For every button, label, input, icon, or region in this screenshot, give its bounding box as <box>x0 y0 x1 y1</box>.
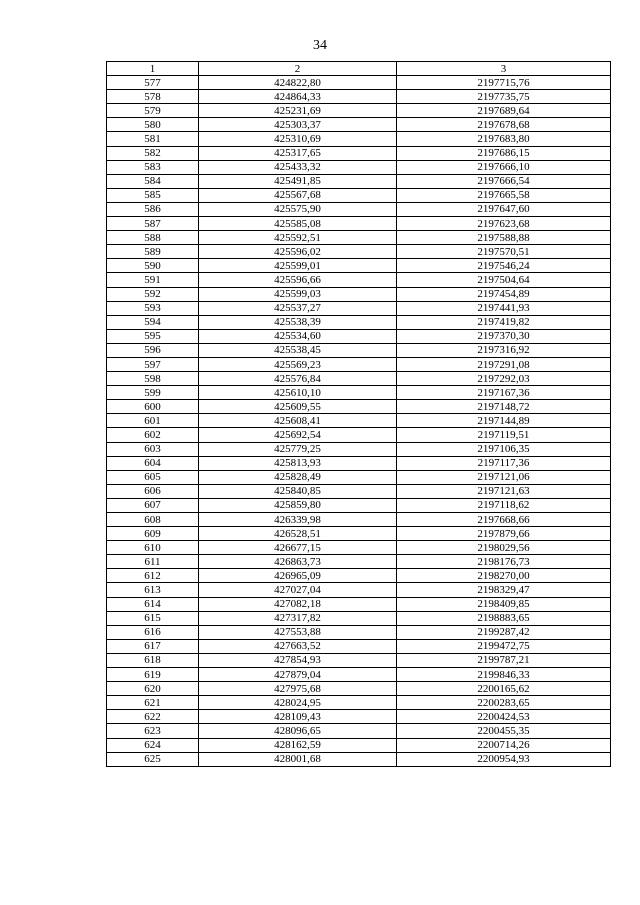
table-cell: 2197121,63 <box>397 484 611 498</box>
table-cell: 425599,01 <box>199 259 397 273</box>
table-cell: 428001,68 <box>199 752 397 766</box>
table-row <box>107 597 611 611</box>
table-cell: 426965,09 <box>199 569 397 583</box>
table-cell: 608 <box>107 513 199 527</box>
table-row <box>107 287 611 301</box>
table-cell: 582 <box>107 146 199 160</box>
table-cell: 2197678,68 <box>397 118 611 132</box>
table-row <box>107 259 611 273</box>
table-cell: 591 <box>107 273 199 287</box>
table-cell: 425692,54 <box>199 428 397 442</box>
table-cell: 2197504,64 <box>397 273 611 287</box>
table-row <box>107 90 611 104</box>
table-cell: 584 <box>107 174 199 188</box>
table-header <box>107 62 611 76</box>
table-cell: 612 <box>107 569 199 583</box>
table-cell: 2197665,58 <box>397 188 611 202</box>
table-row <box>107 386 611 400</box>
table-cell: 583 <box>107 160 199 174</box>
table-cell: 578 <box>107 90 199 104</box>
table-row <box>107 343 611 357</box>
table-cell: 426528,51 <box>199 527 397 541</box>
table-cell: 588 <box>107 231 199 245</box>
table-cell: 596 <box>107 343 199 357</box>
table-cell: 2198176,73 <box>397 555 611 569</box>
table-cell: 2198409,85 <box>397 597 611 611</box>
table-row <box>107 710 611 724</box>
table-cell: 428109,43 <box>199 710 397 724</box>
table-cell: 2200455,35 <box>397 724 611 738</box>
table-cell: 427027,04 <box>199 583 397 597</box>
table-cell: 611 <box>107 555 199 569</box>
table-cell: 577 <box>107 76 199 90</box>
table-row <box>107 513 611 527</box>
table-cell: 2200954,93 <box>397 752 611 766</box>
table-cell: 2197647,60 <box>397 202 611 216</box>
table-row <box>107 541 611 555</box>
table-cell: 603 <box>107 442 199 456</box>
table-cell: 580 <box>107 118 199 132</box>
table-cell: 579 <box>107 104 199 118</box>
table-cell: 425859,80 <box>199 498 397 512</box>
table-row <box>107 456 611 470</box>
table-row <box>107 414 611 428</box>
table-cell: 425231,69 <box>199 104 397 118</box>
table-row <box>107 484 611 498</box>
table-cell: 425596,66 <box>199 273 397 287</box>
table-row <box>107 217 611 231</box>
table-row <box>107 301 611 315</box>
table-cell: 585 <box>107 188 199 202</box>
table-cell: 425779,25 <box>199 442 397 456</box>
table-cell: 618 <box>107 653 199 667</box>
table-cell: 619 <box>107 668 199 682</box>
table-row <box>107 188 611 202</box>
table-cell: 622 <box>107 710 199 724</box>
table-cell: 2197735,75 <box>397 90 611 104</box>
table-cell: 425599,03 <box>199 287 397 301</box>
table-cell: 427975,68 <box>199 682 397 696</box>
table-cell: 2197623,68 <box>397 217 611 231</box>
table-cell: 2200283,65 <box>397 696 611 710</box>
table-cell: 426339,98 <box>199 513 397 527</box>
table-cell: 425538,45 <box>199 343 397 357</box>
table-row <box>107 639 611 653</box>
table-cell: 425534,60 <box>199 329 397 343</box>
table-row <box>107 668 611 682</box>
table-cell: 2197686,15 <box>397 146 611 160</box>
table-row <box>107 752 611 766</box>
table-cell: 2200424,53 <box>397 710 611 724</box>
table-cell: 425491,85 <box>199 174 397 188</box>
table-cell: 623 <box>107 724 199 738</box>
table-cell: 2197689,64 <box>397 104 611 118</box>
table-cell: 425828,49 <box>199 470 397 484</box>
table-cell: 605 <box>107 470 199 484</box>
table-row <box>107 653 611 667</box>
table-cell: 427317,82 <box>199 611 397 625</box>
table-cell: 615 <box>107 611 199 625</box>
table-cell: 2197121,06 <box>397 470 611 484</box>
table-cell: 2199472,75 <box>397 639 611 653</box>
table-cell: 2197570,51 <box>397 245 611 259</box>
table-cell: 2197715,76 <box>397 76 611 90</box>
table-row <box>107 245 611 259</box>
table-cell: 427663,52 <box>199 639 397 653</box>
table-cell: 425596,02 <box>199 245 397 259</box>
table-cell: 621 <box>107 696 199 710</box>
table-cell: 2200714,26 <box>397 738 611 752</box>
table-cell: 2197879,66 <box>397 527 611 541</box>
table-cell: 2197316,92 <box>397 343 611 357</box>
table-cell: 2197118,62 <box>397 498 611 512</box>
table-cell: 425303,37 <box>199 118 397 132</box>
table-cell: 593 <box>107 301 199 315</box>
table-cell: 425576,84 <box>199 372 397 386</box>
table-cell: 425569,23 <box>199 357 397 371</box>
table-row <box>107 132 611 146</box>
table-cell: 617 <box>107 639 199 653</box>
table-cell: 2198270,00 <box>397 569 611 583</box>
table-row <box>107 527 611 541</box>
table-cell: 2197588,88 <box>397 231 611 245</box>
table-cell: 425433,32 <box>199 160 397 174</box>
table-cell: 427854,93 <box>199 653 397 667</box>
table-cell: 427553,88 <box>199 625 397 639</box>
table-cell: 425537,27 <box>199 301 397 315</box>
column-header: 3 <box>397 62 611 76</box>
coordinates-table <box>106 61 611 767</box>
table-cell: 606 <box>107 484 199 498</box>
table-cell: 425840,85 <box>199 484 397 498</box>
table-cell: 592 <box>107 287 199 301</box>
table-cell: 425608,41 <box>199 414 397 428</box>
table-row <box>107 498 611 512</box>
table-cell: 2197666,54 <box>397 174 611 188</box>
table-cell: 2197117,36 <box>397 456 611 470</box>
table-cell: 613 <box>107 583 199 597</box>
table-cell: 2199846,33 <box>397 668 611 682</box>
table-cell: 597 <box>107 357 199 371</box>
column-header: 2 <box>199 62 397 76</box>
table-row <box>107 569 611 583</box>
table-cell: 600 <box>107 400 199 414</box>
table-cell: 624 <box>107 738 199 752</box>
table-cell: 625 <box>107 752 199 766</box>
table-cell: 607 <box>107 498 199 512</box>
table-row <box>107 682 611 696</box>
table-cell: 428024,95 <box>199 696 397 710</box>
table-cell: 2197292,03 <box>397 372 611 386</box>
table-row <box>107 738 611 752</box>
table-cell: 581 <box>107 132 199 146</box>
table-cell: 2200165,62 <box>397 682 611 696</box>
table-cell: 610 <box>107 541 199 555</box>
table-cell: 2198883,65 <box>397 611 611 625</box>
table-cell: 2199787,21 <box>397 653 611 667</box>
table-body <box>107 76 611 767</box>
table-row <box>107 231 611 245</box>
table-cell: 2197148,72 <box>397 400 611 414</box>
table-row <box>107 625 611 639</box>
table-cell: 2197668,66 <box>397 513 611 527</box>
table-cell: 425575,90 <box>199 202 397 216</box>
table-cell: 2197419,82 <box>397 315 611 329</box>
table-cell: 425592,51 <box>199 231 397 245</box>
table-cell: 620 <box>107 682 199 696</box>
table-row <box>107 555 611 569</box>
table-cell: 426677,15 <box>199 541 397 555</box>
table-cell: 2197106,35 <box>397 442 611 456</box>
table-cell: 428162,59 <box>199 738 397 752</box>
table-row <box>107 724 611 738</box>
table-cell: 2197666,10 <box>397 160 611 174</box>
table-cell: 427879,04 <box>199 668 397 682</box>
table-cell: 614 <box>107 597 199 611</box>
table-cell: 425317,65 <box>199 146 397 160</box>
table-row <box>107 442 611 456</box>
table-cell: 602 <box>107 428 199 442</box>
table-cell: 2197683,80 <box>397 132 611 146</box>
table-cell: 425610,10 <box>199 386 397 400</box>
table-row <box>107 329 611 343</box>
table-cell: 2199287,42 <box>397 625 611 639</box>
table-cell: 425538,39 <box>199 315 397 329</box>
table-row <box>107 696 611 710</box>
table-cell: 616 <box>107 625 199 639</box>
table-row <box>107 611 611 625</box>
table-row <box>107 76 611 90</box>
table-row <box>107 160 611 174</box>
table-row <box>107 583 611 597</box>
table-row <box>107 357 611 371</box>
table-cell: 2197144,89 <box>397 414 611 428</box>
table-cell: 2197441,93 <box>397 301 611 315</box>
table-cell: 2197167,36 <box>397 386 611 400</box>
table-cell: 2198329,47 <box>397 583 611 597</box>
table-cell: 595 <box>107 329 199 343</box>
table-cell: 425310,69 <box>199 132 397 146</box>
table-cell: 587 <box>107 217 199 231</box>
column-header: 1 <box>107 62 199 76</box>
table-row <box>107 273 611 287</box>
table-cell: 425813,93 <box>199 456 397 470</box>
table-row <box>107 104 611 118</box>
table-cell: 586 <box>107 202 199 216</box>
table-cell: 604 <box>107 456 199 470</box>
table-row <box>107 470 611 484</box>
table-cell: 428096,65 <box>199 724 397 738</box>
table-row <box>107 118 611 132</box>
table-row <box>107 202 611 216</box>
table-row <box>107 315 611 329</box>
table-cell: 2197454,89 <box>397 287 611 301</box>
table-row <box>107 428 611 442</box>
table-cell: 598 <box>107 372 199 386</box>
table-row <box>107 174 611 188</box>
table-cell: 2197119,51 <box>397 428 611 442</box>
table-cell: 424864,33 <box>199 90 397 104</box>
table-cell: 2197546,24 <box>397 259 611 273</box>
table-cell: 427082,18 <box>199 597 397 611</box>
table-cell: 424822,80 <box>199 76 397 90</box>
table-cell: 599 <box>107 386 199 400</box>
page-number: 34 <box>313 38 327 53</box>
table-row <box>107 400 611 414</box>
table-cell: 609 <box>107 527 199 541</box>
table-cell: 425609,55 <box>199 400 397 414</box>
table-cell: 2198029,56 <box>397 541 611 555</box>
table-cell: 425567,68 <box>199 188 397 202</box>
table-cell: 2197370,30 <box>397 329 611 343</box>
table-cell: 601 <box>107 414 199 428</box>
table-cell: 594 <box>107 315 199 329</box>
table-cell: 590 <box>107 259 199 273</box>
table-cell: 589 <box>107 245 199 259</box>
table-cell: 425585,08 <box>199 217 397 231</box>
table-cell: 2197291,08 <box>397 357 611 371</box>
table-row <box>107 372 611 386</box>
table-cell: 426863,73 <box>199 555 397 569</box>
table-row <box>107 146 611 160</box>
table-header-row <box>107 62 611 76</box>
